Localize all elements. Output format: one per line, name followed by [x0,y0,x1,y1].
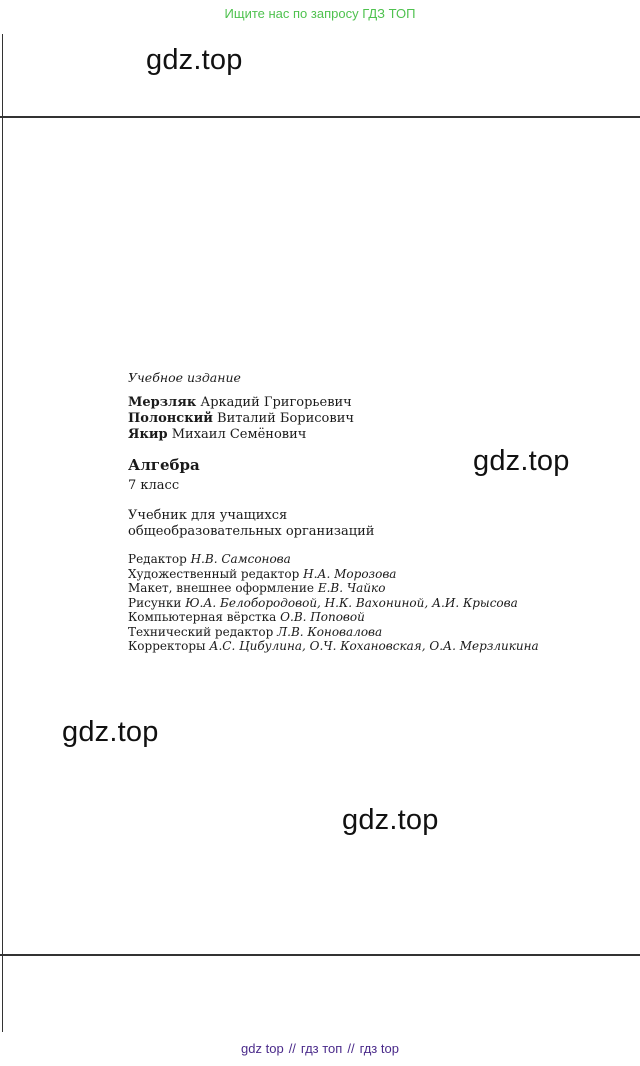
author-name: Аркадий Григорьевич [200,395,352,410]
credit-person: О.В. Поповой [280,610,365,624]
credit-role: Рисунки [128,595,182,610]
watermark: gdz.top [62,716,159,748]
credit-line [128,610,608,625]
top-banner: Ищите нас по запросу ГДЗ ТОП [224,6,416,21]
watermark: gdz.top [473,445,570,477]
credit-role: Технический редактор [128,624,274,639]
credit-line [128,639,608,654]
author-line [128,427,608,443]
book-title: Алгебра [128,456,200,474]
page-border-left-main [2,118,3,954]
credit-line [128,552,608,567]
author-surname: Мерзляк [128,395,197,410]
author-line [128,395,608,411]
author-line [128,411,608,427]
credit-role: Редактор [128,552,187,566]
credit-role: Корректоры [128,639,206,653]
author-name: Виталий Борисович [217,411,354,426]
credit-role: Художественный редактор [128,566,300,581]
book-grade: 7 класс [128,478,180,493]
page-border-left-bottom [2,956,3,1032]
credit-person: А.С. Цибулина, О.Ч. Кохановская, О.А. Мерзликина [209,639,539,653]
credit-person: Е.В. Чайко [317,581,386,595]
credit-line [128,596,608,611]
credit-line [128,625,608,640]
page-divider-bottom [0,954,640,956]
credits-list [128,552,608,654]
author-surname: Якир [128,427,168,442]
link-separator: // [288,1041,296,1056]
bottom-link[interactable]: гдз top [359,1041,399,1056]
watermark: gdz.top [342,804,439,836]
bottom-link[interactable]: гдз топ [300,1041,343,1056]
credit-line [128,581,608,596]
credit-person: Н.В. Самсонова [190,552,291,566]
watermark: gdz.top [146,44,243,76]
description-line: Учебник для учащихся [128,508,288,523]
credit-role: Компьютерная вёрстка [128,610,277,624]
book-description [128,508,608,540]
link-separator: // [347,1041,355,1056]
credit-person: Н.А. Морозова [303,566,397,581]
bottom-links [0,1041,640,1056]
credit-line [128,567,608,582]
description-line: общеобразовательных организаций [128,524,375,539]
author-name: Михаил Семёнович [171,427,307,442]
author-surname: Полонский [128,411,213,426]
author-list [128,395,608,443]
credit-person: Л.В. Коновалова [277,624,383,639]
credit-person: Ю.А. Белобородовой, Н.К. Вахониной, А.И. Крысова [185,595,518,610]
edition-type: Учебное издание [128,370,241,385]
page-border-left-top [2,34,3,116]
page-divider-top [0,116,640,118]
imprint-page [128,370,608,654]
credit-role: Макет, внешнее оформление [128,581,315,595]
bottom-link[interactable]: gdz top [241,1041,284,1056]
